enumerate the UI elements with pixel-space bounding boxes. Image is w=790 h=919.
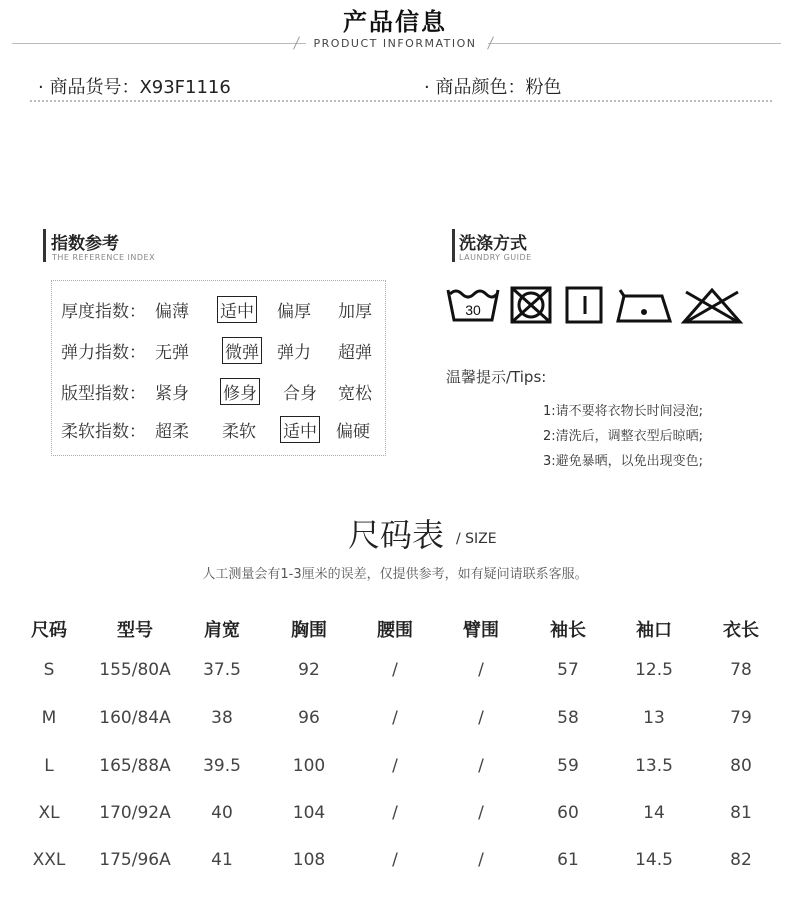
size-table-cell: / — [478, 803, 484, 823]
reference-row-label: 弹力指数： — [61, 343, 146, 363]
size-table-cell: / — [478, 756, 484, 776]
size-table-cell: / — [392, 756, 398, 776]
size-table-cell: 100 — [292, 756, 326, 776]
size-table-cell: 41 — [211, 850, 233, 870]
size-table-cell: 78 — [730, 660, 752, 680]
size-table-cell: 59 — [557, 756, 579, 776]
reference-option-selected: 修身 — [221, 379, 259, 404]
tip-item: 2:清洗后，调整衣型后晾晒; — [543, 429, 704, 444]
size-table-cell: L — [44, 756, 54, 776]
laundry-section-bar — [452, 229, 455, 262]
reference-option: 偏薄 — [155, 302, 189, 322]
size-table-note: 人工测量会有1-3厘米的误差，仅提供参考，如有疑问请联系客服。 — [202, 567, 588, 582]
size-table-cell: 80 — [730, 756, 752, 776]
size-table-cell: 37.5 — [203, 660, 241, 680]
size-table-header: 腰围 — [377, 620, 413, 641]
reference-option: 无弹 — [155, 343, 189, 363]
size-table-cell: 39.5 — [203, 756, 241, 776]
size-table-header: 尺码 — [31, 620, 67, 641]
size-table-cell: 61 — [557, 850, 579, 870]
size-table-header: 袖长 — [550, 620, 586, 641]
size-table-header: 型号 — [117, 620, 153, 641]
page-title: 产品信息 — [343, 8, 447, 36]
tips-title: 温馨提示/Tips: — [446, 368, 547, 386]
reference-option: 偏硬 — [336, 422, 370, 442]
size-table-header: 衣长 — [723, 620, 759, 641]
size-table-header: 袖口 — [636, 620, 672, 641]
no-bleach-icon — [684, 290, 740, 322]
size-table-cell: / — [392, 850, 398, 870]
reference-row-label: 厚度指数： — [61, 302, 146, 322]
size-table-cell: / — [478, 660, 484, 680]
laundry-icons — [444, 284, 744, 326]
size-table-cell: 14.5 — [635, 850, 673, 870]
size-table-cell: 175/96A — [99, 850, 171, 870]
size-table-cell: / — [478, 850, 484, 870]
size-table-cell: / — [392, 660, 398, 680]
size-table-cell: 108 — [292, 850, 326, 870]
reference-option-selected: 适中 — [218, 297, 256, 322]
size-table-cell: XXL — [32, 850, 66, 870]
size-table-cell: M — [41, 708, 57, 728]
reference-row-label: 柔软指数： — [61, 422, 146, 442]
laundry-subtitle: LAUNDRY GUIDE — [459, 253, 532, 262]
size-table-cell: 38 — [211, 708, 233, 728]
size-table-title: 尺码表 — [348, 516, 445, 554]
size-table-cell: XL — [38, 803, 60, 823]
size-table-header: 肩宽 — [204, 620, 240, 641]
size-table-cell: 170/92A — [99, 803, 171, 823]
size-table-cell: 13 — [643, 708, 665, 728]
size-table-cell: 79 — [730, 708, 752, 728]
no-tumble-dry-icon — [512, 288, 550, 322]
size-table-cell: 57 — [557, 660, 579, 680]
size-table-cell: 165/88A — [99, 756, 171, 776]
size-table-cell: 104 — [292, 803, 326, 823]
reference-section-bar — [43, 229, 46, 262]
line-dry-icon — [567, 288, 601, 322]
size-table-cell: 58 — [557, 708, 579, 728]
size-table-cell: / — [392, 708, 398, 728]
tip-item: 3:避免暴晒，以免出现变色; — [543, 454, 704, 469]
reference-option: 超弹 — [338, 343, 372, 363]
size-table-cell: / — [392, 803, 398, 823]
size-table-header: 臂围 — [463, 620, 499, 641]
reference-option: 超柔 — [155, 422, 189, 442]
reference-option: 紧身 — [155, 384, 189, 404]
size-table-cell: 81 — [730, 803, 752, 823]
reference-option-selected: 微弹 — [223, 338, 261, 363]
info-divider — [30, 100, 772, 102]
reference-option: 加厚 — [338, 302, 372, 322]
size-table-cell: 92 — [298, 660, 320, 680]
reference-row-label: 版型指数： — [61, 384, 146, 404]
reference-option: 柔软 — [222, 422, 256, 442]
size-table-cell: 160/84A — [99, 708, 171, 728]
size-table-cell: 155/80A — [99, 660, 171, 680]
size-table-cell: 96 — [298, 708, 320, 728]
wash-temp-label: 30 — [465, 302, 481, 318]
item-number: · 商品货号：X93F1116 — [38, 77, 231, 98]
size-table-cell: 12.5 — [635, 660, 673, 680]
page-subtitle: PRODUCT INFORMATION — [313, 37, 477, 50]
size-table-cell: / — [478, 708, 484, 728]
item-color: · 商品颜色：粉色 — [424, 77, 562, 98]
size-table-cell: 60 — [557, 803, 579, 823]
size-table-cell: 13.5 — [635, 756, 673, 776]
reference-option: 偏厚 — [277, 302, 311, 322]
reference-option: 合身 — [283, 384, 317, 404]
size-table-subtitle: / SIZE — [456, 531, 497, 547]
iron-low-icon — [618, 290, 670, 321]
size-table-header: 胸围 — [291, 620, 327, 641]
reference-option: 宽松 — [338, 384, 372, 404]
tip-item: 1:请不要将衣物长时间浸泡; — [543, 404, 704, 419]
reference-option: 弹力 — [277, 343, 311, 363]
size-table-cell: 40 — [211, 803, 233, 823]
reference-subtitle: THE REFERENCE INDEX — [52, 253, 156, 262]
reference-title: 指数参考 — [51, 234, 119, 254]
reference-option-selected: 适中 — [281, 417, 319, 442]
size-table-cell: S — [43, 660, 55, 680]
laundry-title: 洗涤方式 — [459, 234, 527, 254]
iron-dot — [641, 309, 647, 315]
size-table-cell: 14 — [643, 803, 665, 823]
size-table-cell: 82 — [730, 850, 752, 870]
